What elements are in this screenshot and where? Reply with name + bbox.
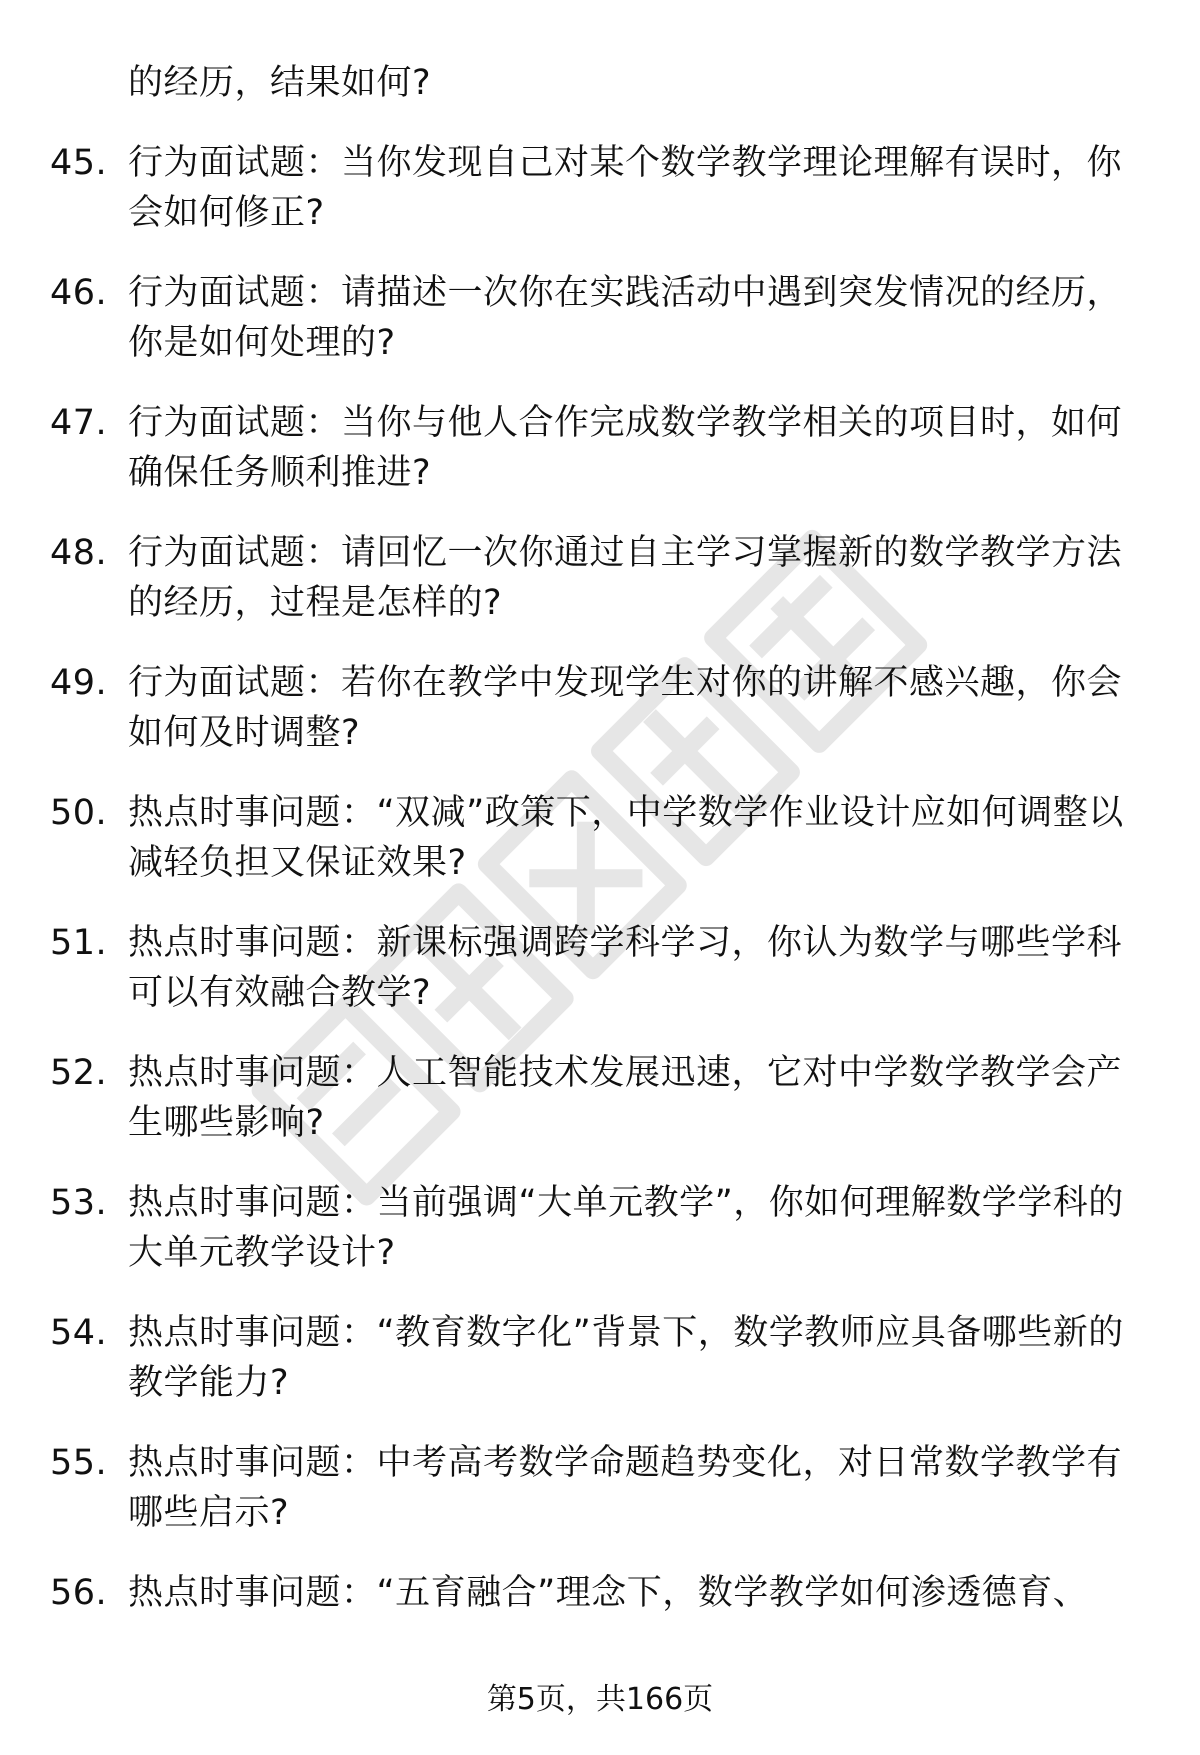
question-text: 热点时事问题：“五育融合”理念下，数学教学如何渗透德育、 [128, 1573, 1089, 1613]
question-text: 热点时事问题：中考高考数学命题趋势变化，对日常数学教学有哪些启示? [128, 1443, 1123, 1533]
question-text: 热点时事问题：新课标强调跨学科学习，你认为数学与哪些学科可以有效融合教学? [128, 923, 1123, 1013]
question-number: 50. [50, 793, 108, 833]
list-item [50, 788, 1140, 888]
question-number: 47. [50, 403, 108, 443]
question-number: 53. [50, 1183, 108, 1223]
list-item [50, 1568, 1140, 1618]
question-number: 46. [50, 273, 108, 313]
question-number: 52. [50, 1053, 108, 1093]
question-text: 热点时事问题：“教育数字化”背景下，数学教师应具备哪些新的教学能力? [128, 1313, 1124, 1403]
list-item [50, 918, 1140, 1018]
question-number: 49. [50, 663, 108, 703]
question-text: 热点时事问题：人工智能技术发展迅速，它对中学数学教学会产生哪些影响? [128, 1053, 1123, 1143]
question-text: 行为面试题：当你与他人合作完成数学教学相关的项目时，如何确保任务顺利推进? [128, 403, 1123, 493]
question-number: 48. [50, 533, 108, 573]
question-text: 行为面试题：请回忆一次你通过自主学习掌握新的数学教学方法的经历，过程是怎样的? [128, 533, 1123, 623]
question-text: 热点时事问题：“双减”政策下，中学数学作业设计应如何调整以减轻负担又保证效果? [128, 793, 1124, 883]
question-text: 的经历，结果如何? [128, 63, 432, 103]
question-text: 热点时事问题：当前强调“大单元教学”，你如何理解数学学科的大单元教学设计? [128, 1183, 1124, 1273]
page-number-label: 第5页，共166页 [486, 1682, 714, 1717]
list-item [50, 528, 1140, 628]
page-footer [0, 1680, 1200, 1720]
list-item [50, 138, 1140, 238]
question-number: 55. [50, 1443, 108, 1483]
list-item [50, 398, 1140, 498]
list-item [50, 658, 1140, 758]
question-number: 54. [50, 1313, 108, 1353]
question-number: 51. [50, 923, 108, 963]
list-item [50, 1178, 1140, 1278]
list-item [50, 1048, 1140, 1148]
list-item [50, 1308, 1140, 1408]
list-item [50, 268, 1140, 368]
list-item [50, 58, 1140, 108]
list-item [50, 1438, 1140, 1538]
question-text: 行为面试题：若你在教学中发现学生对你的讲解不感兴趣，你会如何及时调整? [128, 663, 1123, 753]
question-text: 行为面试题：当你发现自己对某个数学教学理论理解有误时，你会如何修正? [128, 143, 1123, 233]
question-number: 56. [50, 1573, 108, 1613]
question-list [50, 58, 1140, 1648]
question-number: 45. [50, 143, 108, 183]
question-text: 行为面试题：请描述一次你在实践活动中遇到突发情况的经历，你是如何处理的? [128, 273, 1123, 363]
